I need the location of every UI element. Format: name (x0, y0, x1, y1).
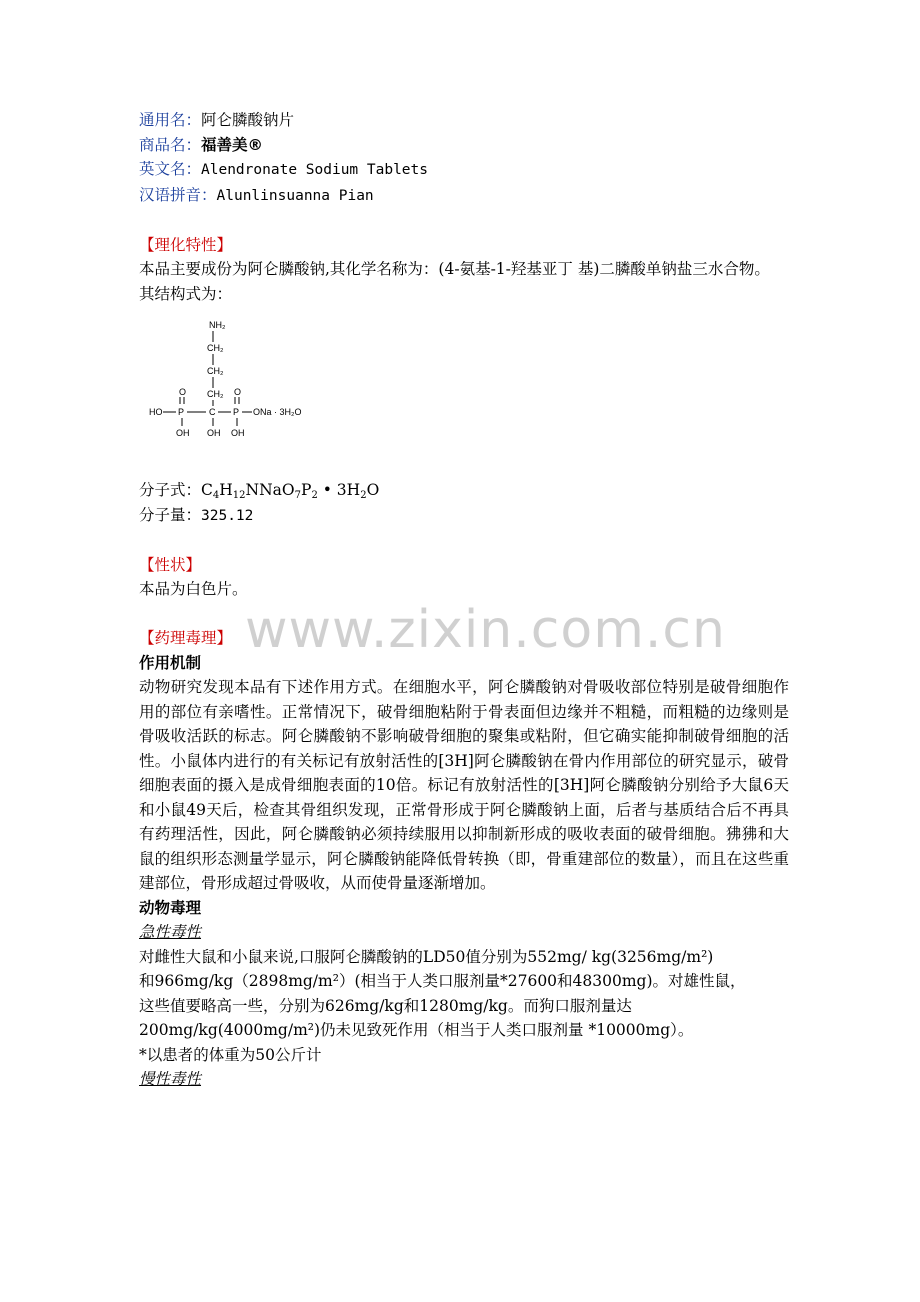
ona-label: ONa · 3H₂O (253, 407, 302, 417)
appearance-text: 本品为白色片。 (139, 580, 248, 598)
c-label: C (209, 407, 216, 417)
pinyin-name-row (139, 183, 789, 209)
pinyin-name-label: 汉语拼音： (139, 185, 217, 204)
acute-line-4: 200mg/kg(4000mg/m²)仍未见致死作用（相当于人类口服剂量 *10000mg）。 (139, 1021, 694, 1039)
mw-value: 325.12 (201, 507, 254, 524)
oh-label-2: OH (207, 428, 221, 438)
english-name-value: Alendronate Sodium Tablets (201, 162, 428, 178)
acute-line-3: 这些值要略高一些，分别为626mg/kg和1280mg/kg。而狗口服剂量达 (139, 996, 632, 1015)
o-left-label: O (179, 387, 187, 397)
pinyin-name-value: Alunlinsuanna Pian (216, 187, 374, 204)
physchem-text: 本品主要成份为阿仑膦酸钠,其化学名称为：(4-氨基-1-羟基亚丁 基)二膦酸单钠盐三水合物。 (139, 260, 770, 278)
ch2-label-1: CH₂ (207, 343, 224, 353)
acute-title: 急性毒性 (139, 923, 202, 941)
acute-line-5: *以患者的体重为50公斤计 (139, 1045, 322, 1064)
generic-name-row (139, 108, 789, 133)
trade-name-label: 商品名： (139, 135, 202, 154)
pharm-heading: 【药理毒理】 (139, 629, 233, 647)
oh-label-3: OH (231, 428, 245, 438)
structural-formula (139, 306, 789, 478)
formula-row (139, 478, 789, 503)
nh2-label: NH₂ (209, 320, 226, 330)
ho-label: HO (149, 407, 163, 417)
acute-line-1: 对雌性大鼠和小鼠来说,口服阿仑膦酸钠的LD50值分别为552mg/ kg(3256mg/m²) (139, 947, 714, 966)
trade-name-row (139, 133, 789, 158)
generic-name-label: 通用名： (139, 111, 202, 129)
tox-title: 动物毒理 (139, 898, 202, 917)
mw-label: 分子量： (139, 505, 202, 524)
structure-intro: 其结构式为： (139, 284, 233, 303)
p-left-label: P (178, 407, 185, 417)
o-right-label: O (234, 387, 242, 397)
physchem-heading: 【理化特性】 (139, 235, 233, 254)
ch2-label-2: CH₂ (207, 366, 224, 376)
ch2-label-3: CH₂ (207, 389, 224, 399)
p-right-label: P (233, 407, 240, 417)
mw-row (139, 503, 789, 529)
acute-line-2: 和966mg/kg（2898mg/m²）(相当于人类口服剂量*27600和48300mg)。对雄性鼠， (139, 972, 746, 990)
formula-value: $C_4H_{12}NNaO_7P_2$ • $3H_2O$ (201, 481, 380, 501)
english-name-row (139, 157, 789, 183)
trade-name-value: 福善美® (201, 135, 264, 154)
formula-label: 分子式： (139, 481, 202, 499)
mechanism-text: 动物研究发现本品有下述作用方式。在细胞水平，阿仑膦酸钠对骨吸收部位特别是破骨细胞作用的部位有亲嗜性。正常情况下，破骨细胞粘附于骨表面但边缘并不粗糙，而粗糙的边缘则是骨吸收活跃的标志。阿仑膦酸钠不影响破骨细胞的聚集或粘附，但它确实能抑制破骨细胞的活性。小鼠体内进行的有关标记有放射活性的[3H]阿仑膦酸钠在骨内作用部位的研究显示，破骨细胞表面的摄入是成骨细胞表面的10倍。标记有放射活性的[3H]阿仑膦酸钠分别给予大鼠6天和小鼠49天后，检查其骨组织发现，正常骨形成于阿仑膦酸钠上面，后者与基质结合后不再具有药理活性，因此，阿仑膦酸钠必须持续服用以抑制新形成的吸收表面的破骨细胞。狒狒和大鼠的组织形态测量学显示，阿仑膦酸钠能降低骨转换（即，骨重建部位的数量），而且在这些重建部位，骨形成超过骨吸收，从而使骨量逐渐增加。 (139, 678, 789, 892)
structural-formula-diagram (147, 318, 347, 458)
document-body (139, 108, 789, 1092)
chronic-title: 慢性毒性 (139, 1070, 202, 1088)
appearance-heading: 【性状】 (139, 555, 202, 574)
mechanism-title: 作用机制 (139, 653, 202, 672)
watermark: www.zixin.com.cn (245, 600, 726, 660)
oh-label-1: OH (176, 428, 190, 438)
english-name-label: 英文名： (139, 160, 202, 178)
generic-name-value: 阿仑膦酸钠片 (201, 111, 295, 129)
